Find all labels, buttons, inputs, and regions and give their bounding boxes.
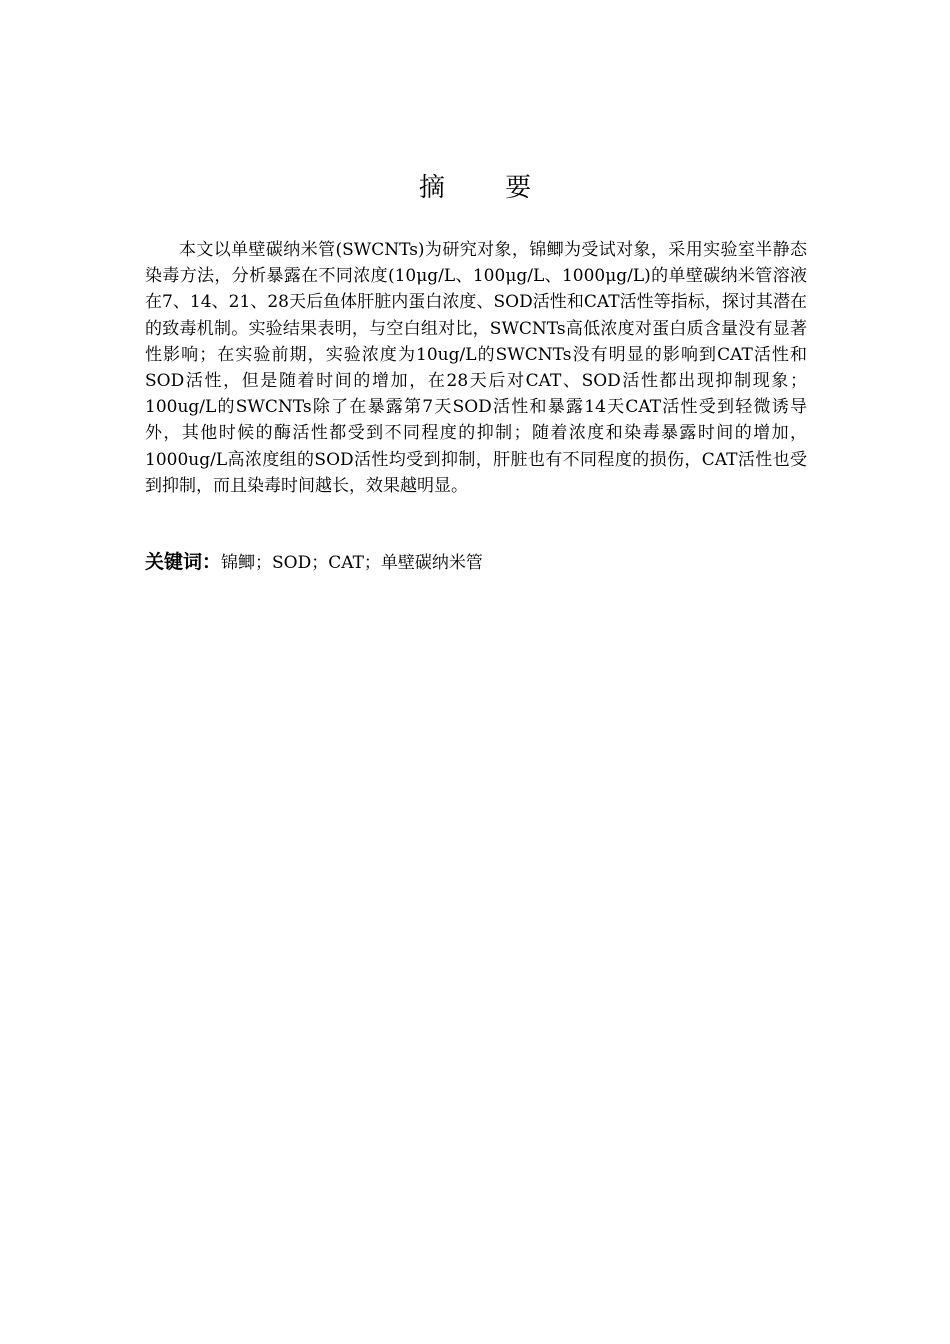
abstract-title: 摘 要	[418, 173, 558, 203]
keywords-label: 关键词：	[145, 551, 222, 573]
keywords-line	[145, 548, 807, 577]
keywords-text: 锦鲫；SOD；CAT；单壁碳纳米管	[221, 553, 483, 573]
abstract-body: 本文以单壁碳纳米管(SWCNTs)为研究对象，锦鲫为受试对象，采用实验室半静态染毒方法，分析暴露在不同浓度(10μg/L、100μg/L、1000μg/L)的单壁碳纳米管溶液在7、14、21、28天后鱼体肝脏内蛋白浓度、SOD活性和CAT活性等指标，探讨其潜在的致毒机制。实验结果表明，与空白组对比，SWCNTs高低浓度对蛋白质含量没有显著性影响；在实验前期，实验浓度为10ug/L的SWCNTs没有明显的影响到CAT活性和SOD活性，但是随着时间的增加，在28天后对CAT、SOD活性都出现抑制现象；100ug/L的SWCNTs除了在暴露第7天SOD活性和暴露14天CAT活性受到轻微诱导外，其他时候的酶活性都受到不同程度的抑制；随着浓度和染毒暴露时间的增加，1000ug/L高浓度组的SOD活性均受到抑制，肝脏也有不同程度的损伤，CAT活性也受到抑制，而且染毒时间越长，效果越明显。	[145, 240, 807, 496]
